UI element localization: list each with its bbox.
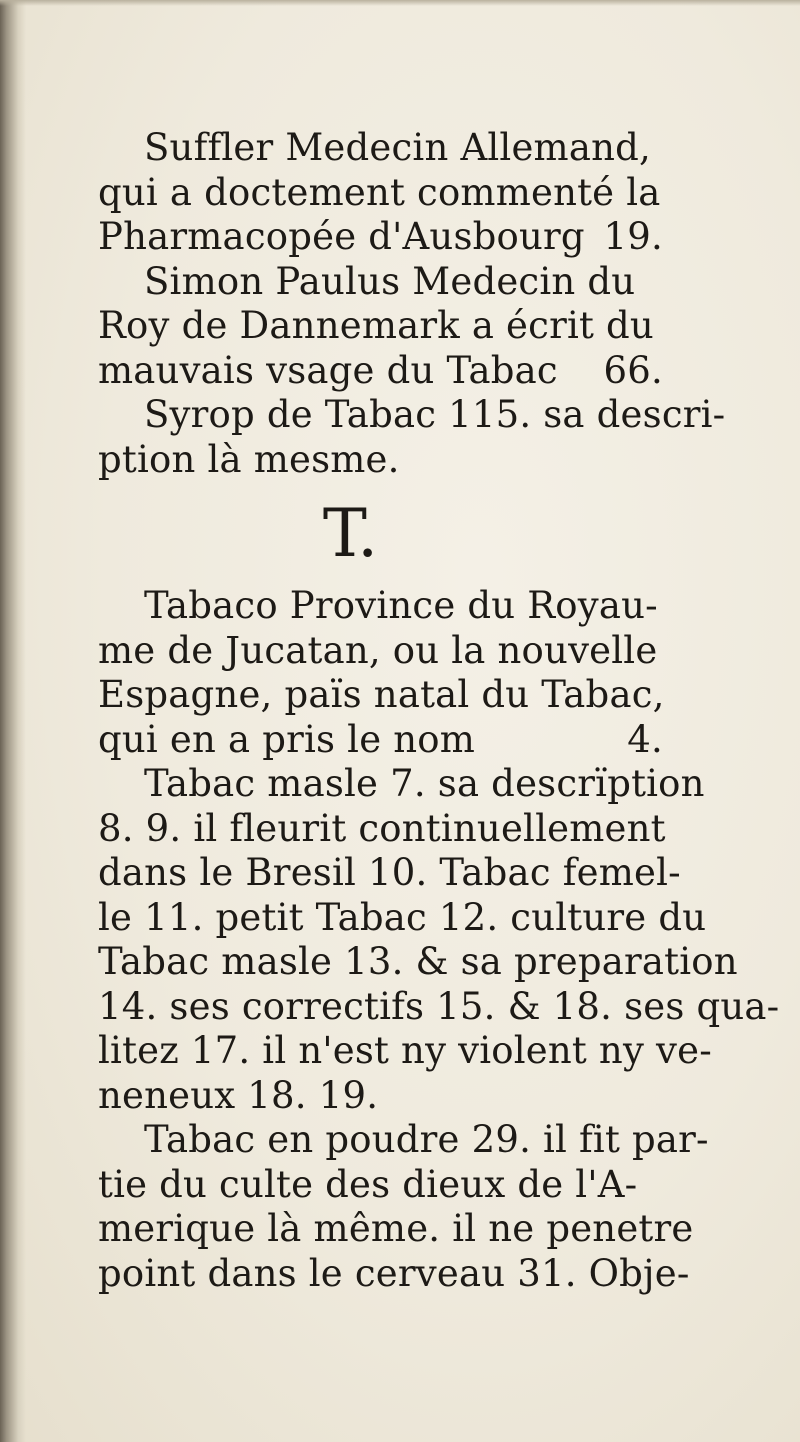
line-text: qui a doctement commenté la xyxy=(98,170,661,214)
text-line xyxy=(98,349,663,394)
text-line xyxy=(98,393,726,438)
line-text: Roy de Dannemark a écrit du xyxy=(98,304,654,347)
text-line xyxy=(98,215,663,260)
page-top-edge xyxy=(0,0,800,6)
line-text: Espagne, païs natal du Tabac, xyxy=(98,673,665,716)
text-line xyxy=(98,1163,663,1208)
text-line xyxy=(98,984,780,1030)
line-text: Tabaco Province du Royau- xyxy=(144,584,658,627)
line-text: Pharmacopée d'Ausbourg xyxy=(98,215,585,258)
text-line xyxy=(98,1251,690,1297)
text-line xyxy=(98,304,663,349)
text-line xyxy=(98,673,663,718)
line-text: neneux 18. 19. xyxy=(98,1073,379,1117)
line-text: dans le Bresil 10. Tabac femel- xyxy=(98,851,681,894)
line-text: Tabac masle 13. & sa preparation xyxy=(98,940,738,983)
line-text: tie du culte des dieux de l'A- xyxy=(98,1162,638,1206)
line-text: Suffler Medecin Allemand, xyxy=(144,126,651,169)
line-text: qui en a pris le nom xyxy=(98,717,476,761)
text-line xyxy=(98,126,663,171)
line-text: me de Jucatan, ou la nouvelle xyxy=(98,628,658,672)
page-reference: 66. xyxy=(603,348,663,392)
text-line xyxy=(98,171,663,216)
text-line xyxy=(98,718,663,763)
text-line xyxy=(98,260,663,305)
text-line xyxy=(98,1118,709,1163)
text-line xyxy=(98,1207,694,1252)
line-text: mauvais vsage du Tabac xyxy=(98,348,558,392)
line-text: merique là même. il ne penetre xyxy=(98,1207,694,1250)
line-text: Syrop de Tabac 115. sa descri- xyxy=(144,393,726,436)
entries-t xyxy=(98,584,780,1296)
line-text: point dans le cerveau 31. Obje- xyxy=(98,1251,690,1295)
text-line xyxy=(98,940,738,985)
line-text: Simon Paulus Medecin du xyxy=(144,259,636,303)
section-letter: T. xyxy=(322,494,379,572)
text-line xyxy=(98,1074,663,1119)
line-text: 14. ses correctifs 15. & 18. ses qua- xyxy=(98,984,780,1028)
text-line xyxy=(98,438,663,483)
line-text: 8. 9. il fleurit continuellement xyxy=(98,806,666,850)
text-line xyxy=(98,806,666,852)
line-text: Tabac masle 7. sa descrïption xyxy=(144,762,705,805)
page-reference: 4. xyxy=(627,717,663,761)
entries-s xyxy=(98,126,726,482)
gutter-shadow xyxy=(0,0,26,1442)
text-line xyxy=(98,851,681,896)
index-text-block xyxy=(98,126,780,1296)
text-line xyxy=(98,1029,712,1074)
line-text: ption là mesme. xyxy=(98,437,400,481)
page-reference: 19. xyxy=(603,215,663,258)
text-line xyxy=(98,584,663,629)
text-line xyxy=(98,762,705,807)
line-text: litez 17. il n'est ny violent ny ve- xyxy=(98,1029,712,1072)
text-line xyxy=(98,895,707,941)
line-text: le 11. petit Tabac 12. culture du xyxy=(98,895,707,939)
text-line xyxy=(98,629,663,674)
line-text: Tabac en poudre 29. il fit par- xyxy=(144,1118,709,1161)
